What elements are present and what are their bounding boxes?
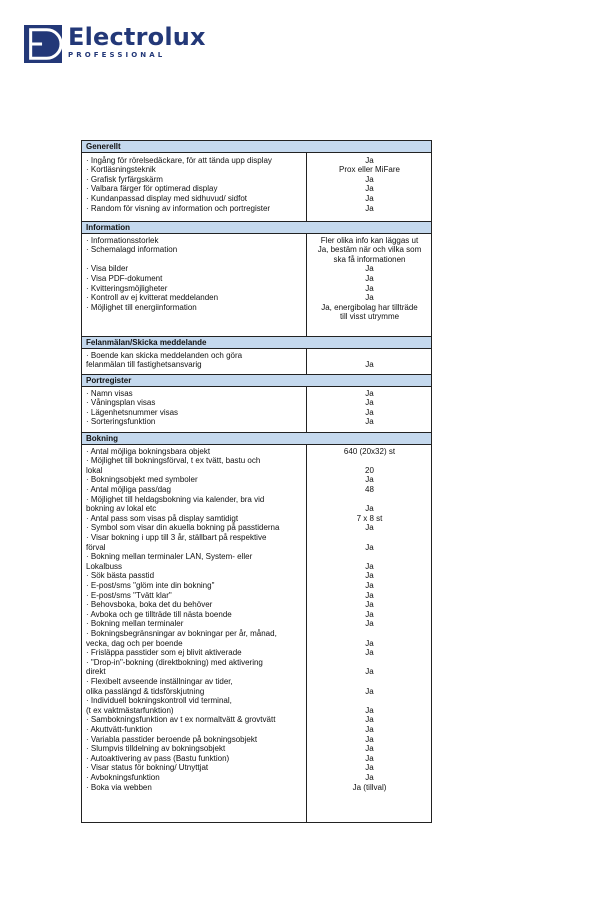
row-value: 640 (20x32) st (343, 446, 396, 456)
row-label: · Kortläsningsteknik (86, 165, 156, 175)
row-label: · Möjlighet till bokningsförval, t ex tvätt, bastu och (86, 456, 261, 466)
row-label: · Kontroll av ej kvitterat meddelanden (86, 293, 219, 303)
row-label: · Akuttvätt-funktion (86, 724, 153, 734)
row-label: · Random för visning av information och portregister (86, 203, 271, 213)
row-value: Ja (365, 571, 374, 581)
row-label: · Bokningsbegränsningar av bokningar per år, månad, (86, 628, 277, 638)
row-label: · "Drop-in"-bokning (direktbokning) med aktivering (86, 657, 263, 667)
row-value: Ja (365, 609, 374, 619)
row-label: · Behovsboka, boka det du behöver (86, 600, 213, 610)
row-value: 7 x 8 st (356, 513, 383, 523)
row-value: Ja, bestäm när och vilka som (317, 245, 422, 255)
row-label: (t ex vaktmästarfunktion) (86, 705, 174, 715)
row-value: Ja (365, 174, 374, 184)
row-label: · Sorteringsfunktion (86, 417, 156, 427)
row-value: Ja (365, 600, 374, 610)
row-label: · Boende kan skicka meddelanden och göra (86, 350, 243, 360)
row-value: Ja (365, 417, 374, 427)
row-value: Ja (365, 360, 374, 370)
section-header (82, 432, 431, 445)
row-label: · Kvitteringsmöjligheter (86, 283, 168, 293)
row-value: Ja (365, 283, 374, 293)
row-label: · Kundanpassad display med sidhuvud/ sidfot (86, 193, 247, 203)
row-label: · Våningsplan visas (86, 398, 156, 408)
row-value: Ja (365, 715, 374, 725)
row-label: · Schemalagd information (86, 245, 178, 255)
row-value: Ja (365, 293, 374, 303)
row-label: · Möjlighet till energiinformation (86, 302, 197, 312)
row-label: · E-post/sms "Tvätt klar" (86, 590, 172, 600)
row-label: · Slumpvis tilldelning av bokningsobjekt (86, 744, 226, 754)
row-label: · Avboka och ge tillträde till nästa boende (86, 609, 232, 619)
row-value: Ja (365, 561, 374, 571)
row-label: · Bokning mellan terminaler (86, 619, 184, 629)
row-value: Ja (365, 619, 374, 629)
row-label: olika passlängd & tidsförskjutning (86, 686, 205, 696)
row-label: Lokalbuss (86, 561, 123, 571)
row-value: Ja (tillval) (352, 782, 387, 792)
row-label: · Namn visas (86, 388, 133, 398)
row-label: · Frisläppa passtider som ej blivit aktiverade (86, 648, 242, 658)
row-label: · Antal pass som visas på display samtidigt (86, 513, 239, 523)
row-value: Prox eller MiFare (339, 165, 400, 175)
row-value: Ja (365, 193, 374, 203)
row-value: Ja (365, 264, 374, 274)
brand-tagline: PROFESSIONAL (68, 51, 166, 59)
row-value: Ja (365, 638, 374, 648)
row-value: Ja (365, 203, 374, 213)
row-label: · Lägenhetsnummer visas (86, 407, 179, 417)
section-title: Generellt (86, 142, 121, 151)
row-value: Ja (365, 724, 374, 734)
specification-table (81, 140, 432, 823)
row-value: Ja (365, 155, 374, 165)
row-value: Ja (365, 475, 374, 485)
section-header (82, 141, 431, 153)
section-title: Portregister (86, 376, 132, 385)
row-value: Ja (365, 398, 374, 408)
row-label: · Bokning mellan terminaler LAN, System- eller (86, 552, 253, 562)
row-label: direkt (86, 667, 106, 677)
row-label: · Ingång för rörelsedäckare, för att tända upp display (86, 155, 272, 165)
row-label: · Bokningsobjekt med symboler (86, 475, 198, 485)
row-value: Ja (365, 523, 374, 533)
row-label: · Visar bokning i upp till 3 år, ställbart på respektive (86, 532, 267, 542)
row-value: Ja (365, 763, 374, 773)
section-header (82, 221, 431, 234)
row-value: Ja (365, 590, 374, 600)
row-label: felanmälan till fastighetsansvarig (86, 360, 202, 370)
row-label: lokal (86, 465, 103, 475)
section-title: Felanmälan/Skicka meddelande (86, 338, 207, 347)
row-value: Ja (365, 580, 374, 590)
row-value: Ja (365, 772, 374, 782)
row-label: · Variabla passtider beroende på bokningsobjekt (86, 734, 258, 744)
row-label: bokning av lokal etc (86, 504, 157, 514)
row-label: · Visa bilder (86, 264, 129, 274)
row-label: · Autoaktivering av pass (Bastu funktion) (86, 753, 230, 763)
row-value: Ja (365, 407, 374, 417)
row-label: · Visar status för bokning/ Utnyttjat (86, 763, 209, 773)
row-label: · Informationsstorlek (86, 235, 159, 245)
row-value: Ja (365, 648, 374, 658)
row-value: 20 (365, 465, 374, 475)
row-value: Ja (365, 734, 374, 744)
section-header (82, 374, 431, 387)
row-label: · Antal möjliga pass/dag (86, 484, 171, 494)
row-label: · Möjlighet till heldagsbokning via kalender, bra vid (86, 494, 265, 504)
row-value: Ja (365, 542, 374, 552)
row-label: · Boka via webben (86, 782, 152, 792)
electrolux-emblem-icon (24, 25, 62, 63)
section-header (82, 336, 431, 349)
row-value: Ja (365, 753, 374, 763)
section-title: Bokning (86, 434, 118, 443)
row-label: · Avbokningsfunktion (86, 772, 160, 782)
row-value: Ja (365, 667, 374, 677)
row-label: · Flexibelt avseende inställningar av tider, (86, 676, 233, 686)
row-value: Ja (365, 705, 374, 715)
row-value: Ja (365, 744, 374, 754)
row-label: · Sök bästa passtid (86, 571, 155, 581)
row-label: · Individuell bokningskontroll vid terminal, (86, 696, 232, 706)
electrolux-logo (24, 25, 206, 63)
row-label: · Valbara färger för optimerad display (86, 184, 218, 194)
row-label: · Symbol som visar din akuella bokning på passtiderna (86, 523, 280, 533)
row-label: · Grafisk fyrfärgskärm (86, 174, 163, 184)
row-value: till visst utrymme (339, 312, 400, 322)
row-value: 48 (365, 484, 374, 494)
row-value: ska få informationen (333, 254, 406, 264)
row-label: förval (86, 542, 106, 552)
row-value: Ja (365, 388, 374, 398)
row-value: Ja, energibolag har tillträde (321, 302, 418, 312)
row-value: Ja (365, 273, 374, 283)
row-value: Fler olika info kan läggas ut (320, 235, 419, 245)
row-label: · Visa PDF-dokument (86, 273, 163, 283)
row-label: · E-post/sms "glöm inte din bokning" (86, 580, 215, 590)
row-label: · Antal möjliga bokningsbara objekt (86, 446, 211, 456)
row-value: Ja (365, 504, 374, 514)
brand-name: Electrolux (68, 23, 206, 51)
section-title: Information (86, 223, 130, 232)
row-value: Ja (365, 184, 374, 194)
row-label: · Sambokningsfunktion av t ex normaltvätt & grovtvätt (86, 715, 276, 725)
row-label: vecka, dag och per boende (86, 638, 183, 648)
row-value: Ja (365, 686, 374, 696)
